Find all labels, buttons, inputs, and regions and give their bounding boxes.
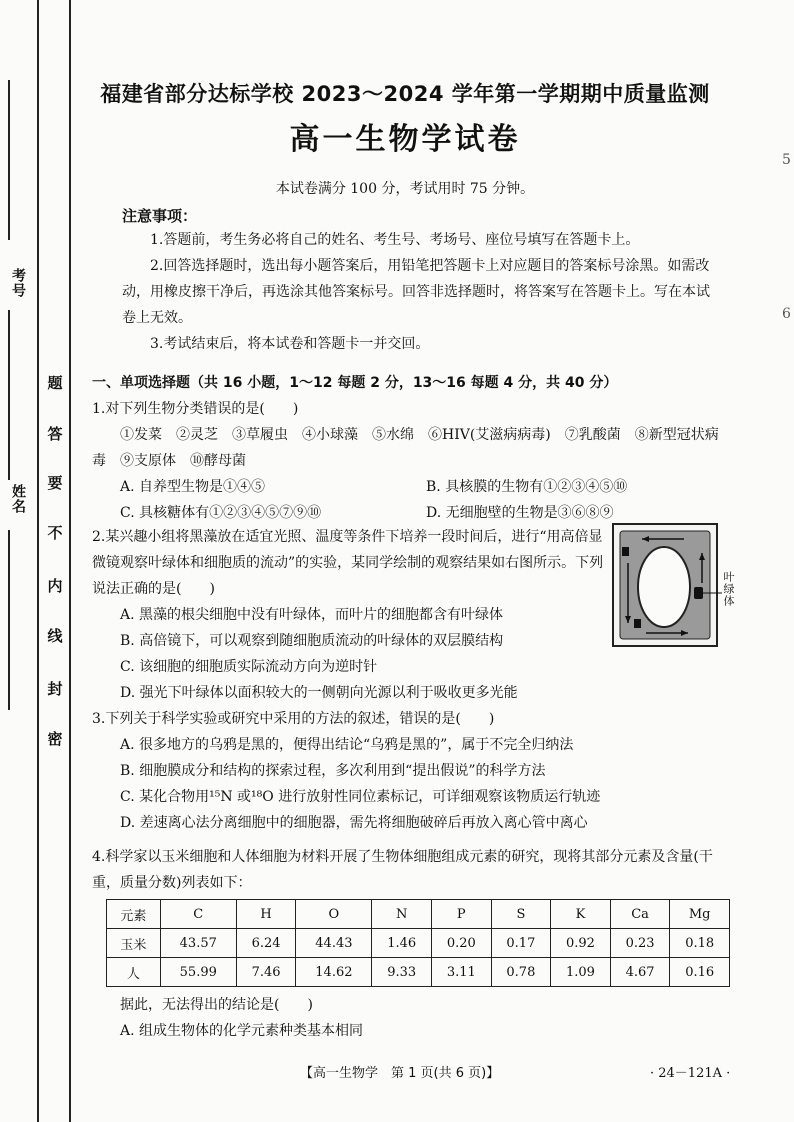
table-cell: 人 (107, 958, 161, 987)
binding-line-outer (37, 0, 39, 1122)
seal-char: 答 (47, 425, 63, 443)
option-c: C. 该细胞的细胞质实际流动方向为逆时针 (120, 659, 378, 675)
option-b: B. 高倍镜下，可以观察到随细胞质流动的叶绿体的双层膜结构 (120, 633, 504, 649)
chloroplast-label: 叶绿体 (722, 571, 735, 607)
section-heading: 一、单项选择题（共 16 小题，1～12 每题 2 分，13～16 每题 4 分，共 40 分） (92, 375, 618, 391)
option-a: A. 黑藻的根尖细胞中没有叶绿体，而叶片的细胞都含有叶绿体 (120, 607, 504, 623)
table-header-cell: O (296, 900, 372, 929)
table-header-cell: N (372, 900, 432, 929)
option-c: C. 具核糖体有①②③④⑤⑦⑨⑩ (120, 505, 322, 521)
table-header-cell: Mg (670, 900, 730, 929)
organism-list: ①发菜 ②灵芝 ③草履虫 ④小球藻 ⑤水绵 ⑥HIV(艾滋病病毒) ⑦乳酸菌 ⑧新型冠状病毒 ⑨支原体 ⑩酵母菌 (92, 427, 719, 469)
option-d: D. 差速离心法分离细胞中的细胞器，需先将细胞破碎后再放入离心管中离心 (120, 815, 588, 831)
notes-list (122, 227, 712, 357)
cell-diagram (612, 523, 736, 647)
element-table (106, 899, 730, 987)
question-4 (92, 844, 732, 896)
table-cell: 玉米 (107, 929, 161, 958)
table-cell: 0.78 (491, 958, 551, 987)
table-cell: 0.18 (670, 929, 730, 958)
note-item: 2.回答选择题时，选出每小题答案后，用铅笔把答题卡上对应题目的答案标号涂黑。如需改动，用橡皮擦干净后，再选涂其他答案标号。回答非选择题时，将答案写在答题卡上。写在本试卷上无效。 (122, 258, 710, 326)
option-a: A. 组成生物体的化学元素种类基本相同 (120, 1023, 364, 1039)
option-d: D. 无细胞壁的生物是③⑥⑧⑨ (426, 505, 614, 521)
table-row (107, 929, 730, 958)
table-cell: 1.09 (551, 958, 611, 987)
table-header-cell: 元素 (107, 900, 161, 929)
seal-char: 题 (47, 374, 63, 392)
table-row (107, 958, 730, 987)
options-row (92, 474, 732, 500)
table-cell: 43.57 (160, 929, 236, 958)
table-header-cell: C (160, 900, 236, 929)
table-cell: 7.46 (236, 958, 296, 987)
note-item: 3.考试结束后，将本试卷和答题卡一并交回。 (150, 336, 430, 352)
table-header-cell: H (236, 900, 296, 929)
table-header-cell: S (491, 900, 551, 929)
seal-char: 内 (47, 577, 63, 595)
question-4-continued (92, 992, 732, 1044)
option-a: A. 自养型生物是①④⑤ (120, 479, 266, 495)
table-cell: 3.11 (432, 958, 492, 987)
seal-char: 线 (47, 627, 63, 645)
kaohao-label: 考号 (10, 268, 26, 298)
question-1 (92, 396, 732, 526)
table-cell: 0.92 (551, 929, 611, 958)
seal-char: 要 (47, 474, 63, 492)
seal-char: 封 (47, 680, 63, 698)
question-stem: 1.对下列生物分类错误的是( ) (92, 401, 299, 417)
page-footer: 【高一生物学 第 1 页(共 6 页)】 (300, 1066, 500, 1081)
table-cell: 0.17 (491, 929, 551, 958)
question-stem: 3.下列关于科学实验或研究中采用的方法的叙述，错误的是( ) (92, 711, 495, 727)
option-d: D. 强光下叶绿体以面积较大的一侧朝向光源以利于吸收更多光能 (120, 685, 518, 701)
table-cell: 9.33 (372, 958, 432, 987)
option-c: C. 某化合物用¹⁵N 或¹⁸O 进行放射性同位素标记，可详细观察该物质运行轨迹 (120, 789, 601, 805)
xingming-label: 姓名 (10, 484, 26, 514)
table-header-cell: P (432, 900, 492, 929)
binding-line-inner (69, 0, 71, 1122)
margin-dash (8, 80, 12, 240)
table-cell: 6.24 (236, 929, 296, 958)
table-cell: 55.99 (160, 958, 236, 987)
table-header-row (107, 900, 730, 929)
table-cell: 44.43 (296, 929, 372, 958)
note-item: 1.答题前，考生务必将自己的姓名、考生号、考场号、座位号填写在答题卡上。 (150, 232, 640, 248)
option-a: A. 很多地方的乌鸦是黑的，便得出结论“乌鸦是黑的”，属于不完全归纳法 (120, 737, 574, 753)
edge-digit: 6 (782, 306, 791, 322)
table-cell: 0.16 (670, 958, 730, 987)
table-header-cell: K (551, 900, 611, 929)
option-b: B. 细胞膜成分和结构的探索过程，多次利用到“提出假说”的科学方法 (120, 763, 546, 779)
subject-title: 高一生物学试卷 (289, 122, 521, 157)
margin-dash (8, 530, 12, 710)
table-cell: 0.23 (610, 929, 670, 958)
exam-info: 本试卷满分 100 分，考试用时 75 分钟。 (275, 181, 535, 197)
table-cell: 14.62 (296, 958, 372, 987)
table-cell: 4.67 (610, 958, 670, 987)
paper-code: · 24－121A · (650, 1066, 731, 1081)
seal-char: 不 (47, 524, 63, 542)
question-stem: 4.科学家以玉米细胞和人体细胞为材料开展了生物体细胞组成元素的研究，现将其部分元素及含量(干重，质量分数)列表如下： (92, 849, 713, 891)
table-cell: 1.46 (372, 929, 432, 958)
option-b: B. 具核膜的生物有①②③④⑤⑩ (426, 479, 628, 495)
question-3 (92, 706, 732, 836)
margin-dash (8, 310, 12, 480)
notes-heading: 注意事项： (122, 207, 198, 225)
seal-char: 密 (47, 730, 63, 748)
question-followup: 据此，无法得出的结论是( ) (120, 997, 313, 1013)
table-header-cell: Ca (610, 900, 670, 929)
question-stem: 2.某兴趣小组将黑藻放在适宜光照、温度等条件下培养一段时间后，进行“用高倍显微镜观察叶绿体和细胞质的流动”的实验，某同学绘制的观察结果如右图所示。下列说法正确的是( ) (92, 529, 604, 597)
edge-digit: 5 (782, 152, 791, 168)
exam-title: 福建省部分达标学校 2023～2024 学年第一学期期中质量监测 (100, 82, 710, 106)
table-cell: 0.20 (432, 929, 492, 958)
